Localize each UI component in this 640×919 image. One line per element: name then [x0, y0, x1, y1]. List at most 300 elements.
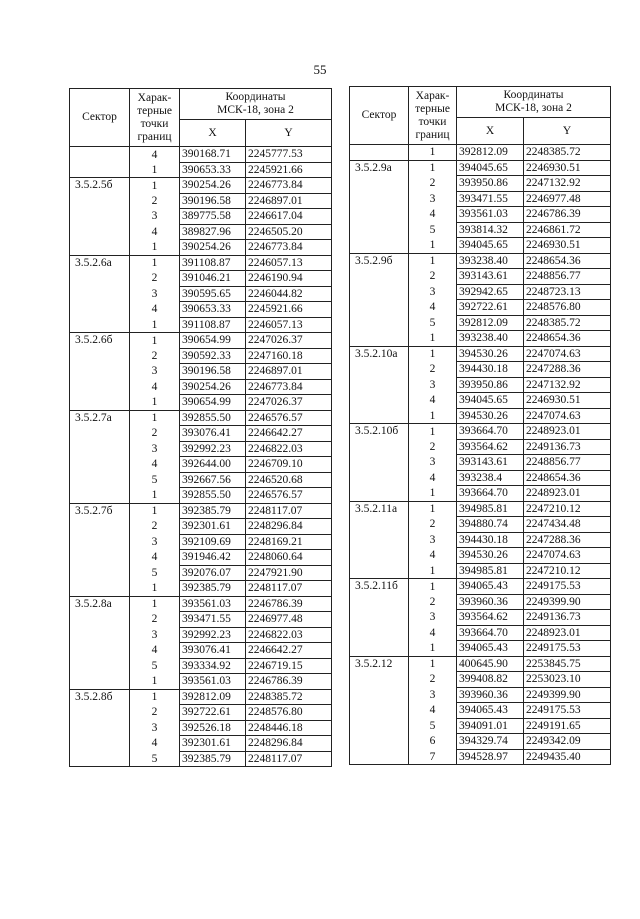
point-cell: 1	[409, 145, 457, 161]
table-row	[70, 255, 332, 271]
y-cell: 2247074.63	[524, 346, 611, 362]
y-cell: 2248923.01	[524, 424, 611, 440]
sector-cell: 3.5.2.6а	[70, 255, 130, 333]
x-cell: 391108.87	[180, 317, 246, 333]
point-cell: 4	[409, 703, 457, 719]
y-cell: 2253023.10	[524, 672, 611, 688]
point-cell: 4	[409, 393, 457, 409]
x-cell: 394528.97	[457, 749, 524, 765]
point-cell: 1	[130, 255, 180, 271]
x-cell: 390595.65	[180, 286, 246, 302]
y-cell: 2249136.73	[524, 439, 611, 455]
point-cell: 3	[130, 441, 180, 457]
y-cell: 2247288.36	[524, 362, 611, 378]
coordinates-table-left	[69, 88, 332, 767]
y-cell: 2248117.07	[246, 581, 332, 597]
point-cell: 1	[409, 331, 457, 347]
point-cell: 2	[409, 269, 457, 285]
y-cell: 2246057.13	[246, 317, 332, 333]
y-cell: 2246773.84	[246, 240, 332, 256]
y-cell: 2247132.92	[524, 377, 611, 393]
y-header: Y	[246, 120, 332, 147]
table-body-right	[350, 145, 611, 765]
point-cell: 1	[130, 689, 180, 705]
x-cell: 393950.86	[457, 377, 524, 393]
x-cell: 392722.61	[180, 705, 246, 721]
table-row	[70, 503, 332, 519]
table-header	[350, 87, 611, 145]
point-cell: 1	[130, 596, 180, 612]
x-cell: 392109.69	[180, 534, 246, 550]
y-cell: 2246505.20	[246, 224, 332, 240]
y-cell: 2247026.37	[246, 333, 332, 349]
x-cell: 393561.03	[180, 674, 246, 690]
points-header-line: границ	[415, 128, 450, 141]
point-cell: 4	[409, 300, 457, 316]
x-cell: 393143.61	[457, 455, 524, 471]
points-header-line: точки	[418, 115, 447, 128]
y-cell: 2246617.04	[246, 209, 332, 225]
x-cell: 392526.18	[180, 720, 246, 736]
sector-header: Сектор	[350, 87, 409, 145]
point-cell: 4	[130, 736, 180, 752]
point-cell: 1	[409, 641, 457, 657]
x-cell: 393471.55	[180, 612, 246, 628]
x-cell: 393564.62	[457, 439, 524, 455]
point-cell: 2	[130, 348, 180, 364]
x-cell: 392301.61	[180, 736, 246, 752]
coords-header	[457, 87, 611, 118]
point-cell: 1	[409, 656, 457, 672]
table-row	[350, 160, 611, 176]
y-cell: 2246057.13	[246, 255, 332, 271]
point-cell: 4	[130, 643, 180, 659]
point-cell: 2	[409, 176, 457, 192]
table-row	[350, 501, 611, 517]
point-cell: 2	[409, 672, 457, 688]
points-header-line: границ	[137, 130, 172, 143]
x-cell: 392385.79	[180, 503, 246, 519]
sector-cell: 3.5.2.12	[350, 656, 409, 765]
point-cell: 3	[409, 532, 457, 548]
y-cell: 2246861.72	[524, 222, 611, 238]
y-cell: 2245777.53	[246, 147, 332, 163]
point-cell: 2	[130, 519, 180, 535]
point-cell: 4	[130, 550, 180, 566]
point-cell: 2	[409, 439, 457, 455]
point-cell: 1	[409, 424, 457, 440]
point-cell: 1	[409, 160, 457, 176]
y-cell: 2247074.63	[524, 408, 611, 424]
point-cell: 1	[130, 240, 180, 256]
point-cell: 4	[130, 224, 180, 240]
y-cell: 2246930.51	[524, 238, 611, 254]
point-cell: 3	[409, 191, 457, 207]
x-cell: 390653.33	[180, 162, 246, 178]
table-row	[70, 333, 332, 349]
points-header-line: точки	[140, 117, 169, 130]
y-cell: 2248169.21	[246, 534, 332, 550]
x-cell: 393950.86	[457, 176, 524, 192]
x-cell: 394430.18	[457, 532, 524, 548]
y-cell: 2246044.82	[246, 286, 332, 302]
coords-header-line: Координаты	[503, 89, 564, 101]
x-cell: 394985.81	[457, 501, 524, 517]
y-header: Y	[524, 118, 611, 145]
y-cell: 2246977.48	[246, 612, 332, 628]
x-cell: 392855.50	[180, 410, 246, 426]
coords-header-line: Координаты	[225, 91, 286, 103]
x-cell: 392385.79	[180, 581, 246, 597]
point-cell: 4	[409, 625, 457, 641]
point-cell: 5	[409, 718, 457, 734]
y-cell: 2246786.39	[524, 207, 611, 223]
point-cell: 3	[130, 720, 180, 736]
point-cell: 1	[130, 674, 180, 690]
y-cell: 2247074.63	[524, 548, 611, 564]
point-cell: 5	[130, 565, 180, 581]
x-cell: 391946.42	[180, 550, 246, 566]
sector-cell: 3.5.2.9б	[350, 253, 409, 346]
x-cell: 393238.40	[457, 253, 524, 269]
sector-cell: 3.5.2.8а	[70, 596, 130, 689]
x-cell: 392812.09	[457, 145, 524, 161]
table-row	[350, 346, 611, 362]
x-cell: 391046.21	[180, 271, 246, 287]
point-cell: 2	[130, 193, 180, 209]
x-cell: 390654.99	[180, 395, 246, 411]
point-cell: 3	[409, 610, 457, 626]
point-cell: 5	[130, 472, 180, 488]
point-cell: 2	[130, 426, 180, 442]
y-cell: 2248117.07	[246, 503, 332, 519]
x-cell: 394530.26	[457, 408, 524, 424]
x-cell: 394045.65	[457, 160, 524, 176]
x-cell: 392722.61	[457, 300, 524, 316]
x-cell: 389827.96	[180, 224, 246, 240]
point-cell: 3	[130, 627, 180, 643]
table-body-left	[70, 147, 332, 767]
point-cell: 5	[409, 222, 457, 238]
coords-header	[180, 89, 332, 120]
y-cell: 2247026.37	[246, 395, 332, 411]
y-cell: 2246773.84	[246, 178, 332, 194]
x-cell: 394065.43	[457, 703, 524, 719]
y-cell: 2246930.51	[524, 393, 611, 409]
point-cell: 1	[409, 563, 457, 579]
table-row	[70, 147, 332, 163]
point-cell: 2	[130, 271, 180, 287]
point-cell: 1	[409, 408, 457, 424]
y-cell: 2249399.90	[524, 594, 611, 610]
x-cell: 393143.61	[457, 269, 524, 285]
y-cell: 2248446.18	[246, 720, 332, 736]
point-cell: 2	[409, 362, 457, 378]
point-cell: 3	[130, 209, 180, 225]
y-cell: 2249435.40	[524, 749, 611, 765]
point-cell: 1	[130, 395, 180, 411]
y-cell: 2249136.73	[524, 610, 611, 626]
table-row	[350, 656, 611, 672]
x-cell: 393561.03	[457, 207, 524, 223]
x-cell: 393238.4	[457, 470, 524, 486]
x-cell: 392812.09	[457, 315, 524, 331]
x-cell: 393334.92	[180, 658, 246, 674]
y-cell: 2249175.53	[524, 579, 611, 595]
point-cell: 2	[409, 517, 457, 533]
table-row	[70, 689, 332, 705]
table-row	[350, 253, 611, 269]
point-cell: 1	[409, 486, 457, 502]
x-cell: 393664.70	[457, 486, 524, 502]
y-cell: 2247921.90	[246, 565, 332, 581]
x-cell: 393471.55	[457, 191, 524, 207]
y-cell: 2246642.27	[246, 643, 332, 659]
point-cell: 4	[130, 457, 180, 473]
points-header	[130, 89, 180, 147]
point-cell: 2	[130, 705, 180, 721]
x-cell: 393564.62	[457, 610, 524, 626]
coordinates-table-right	[349, 86, 611, 765]
y-cell: 2247434.48	[524, 517, 611, 533]
y-cell: 2246897.01	[246, 193, 332, 209]
table-row	[350, 579, 611, 595]
point-cell: 3	[130, 534, 180, 550]
x-cell: 394065.43	[457, 641, 524, 657]
x-cell: 390592.33	[180, 348, 246, 364]
y-cell: 2249175.53	[524, 703, 611, 719]
points-header-line: Харак-	[415, 89, 450, 102]
sector-cell: 3.5.2.11б	[350, 579, 409, 657]
y-cell: 2248856.77	[524, 269, 611, 285]
point-cell: 1	[130, 503, 180, 519]
x-cell: 392812.09	[180, 689, 246, 705]
point-cell: 1	[409, 579, 457, 595]
x-cell: 390196.58	[180, 193, 246, 209]
table-header	[70, 89, 332, 147]
y-cell: 2248385.72	[524, 315, 611, 331]
point-cell: 3	[130, 286, 180, 302]
x-cell: 390168.71	[180, 147, 246, 163]
sector-cell: 3.5.2.9а	[350, 160, 409, 253]
sector-cell: 3.5.2.6б	[70, 333, 130, 411]
y-cell: 2245921.66	[246, 162, 332, 178]
y-cell: 2253845.75	[524, 656, 611, 672]
x-cell: 393960.36	[457, 687, 524, 703]
table-row	[70, 410, 332, 426]
x-cell: 393664.70	[457, 424, 524, 440]
points-header-line: терные	[415, 102, 450, 115]
table-row	[350, 424, 611, 440]
y-cell: 2246897.01	[246, 364, 332, 380]
sector-cell: 3.5.2.7а	[70, 410, 130, 503]
sector-cell: 3.5.2.11а	[350, 501, 409, 579]
point-cell: 2	[409, 594, 457, 610]
x-cell: 394530.26	[457, 346, 524, 362]
y-cell: 2248654.36	[524, 331, 611, 347]
y-cell: 2246930.51	[524, 160, 611, 176]
y-cell: 2247210.12	[524, 501, 611, 517]
x-cell: 390654.99	[180, 333, 246, 349]
y-cell: 2248654.36	[524, 470, 611, 486]
point-cell: 7	[409, 749, 457, 765]
sector-cell	[70, 147, 130, 178]
point-cell: 3	[409, 377, 457, 393]
points-header-line: терные	[137, 104, 172, 117]
sector-cell: 3.5.2.5б	[70, 178, 130, 256]
y-cell: 2248576.80	[524, 300, 611, 316]
point-cell: 4	[409, 207, 457, 223]
y-cell: 2246786.39	[246, 674, 332, 690]
y-cell: 2248117.07	[246, 751, 332, 767]
point-cell: 5	[130, 658, 180, 674]
page-number: 55	[313, 62, 327, 77]
y-cell: 2246576.57	[246, 410, 332, 426]
x-cell: 392301.61	[180, 519, 246, 535]
x-cell: 392992.23	[180, 441, 246, 457]
point-cell: 1	[130, 581, 180, 597]
point-cell: 3	[409, 687, 457, 703]
coords-header-line: МСК-18, зона 2	[217, 104, 294, 116]
x-cell: 394065.43	[457, 579, 524, 595]
y-cell: 2248296.84	[246, 736, 332, 752]
x-cell: 394045.65	[457, 393, 524, 409]
x-cell: 394329.74	[457, 734, 524, 750]
x-cell: 392385.79	[180, 751, 246, 767]
point-cell: 1	[409, 253, 457, 269]
y-cell: 2248385.72	[246, 689, 332, 705]
x-cell: 390254.26	[180, 178, 246, 194]
y-cell: 2248060.64	[246, 550, 332, 566]
point-cell: 1	[130, 317, 180, 333]
x-cell: 394985.81	[457, 563, 524, 579]
x-cell: 400645.90	[457, 656, 524, 672]
y-cell: 2247210.12	[524, 563, 611, 579]
y-cell: 2247160.18	[246, 348, 332, 364]
sector-cell: 3.5.2.10а	[350, 346, 409, 424]
x-cell: 389775.58	[180, 209, 246, 225]
x-cell: 392942.65	[457, 284, 524, 300]
point-cell: 6	[409, 734, 457, 750]
point-cell: 3	[409, 455, 457, 471]
y-cell: 2246719.15	[246, 658, 332, 674]
point-cell: 1	[409, 238, 457, 254]
point-cell: 1	[409, 501, 457, 517]
x-cell: 393814.32	[457, 222, 524, 238]
x-cell: 392076.07	[180, 565, 246, 581]
point-cell: 3	[409, 284, 457, 300]
point-cell: 5	[409, 315, 457, 331]
x-cell: 393561.03	[180, 596, 246, 612]
point-cell: 3	[130, 364, 180, 380]
x-cell: 390254.26	[180, 240, 246, 256]
y-cell: 2246520.68	[246, 472, 332, 488]
y-cell: 2246190.94	[246, 271, 332, 287]
x-cell: 392992.23	[180, 627, 246, 643]
sector-cell: 3.5.2.8б	[70, 689, 130, 767]
y-cell: 2246822.03	[246, 441, 332, 457]
point-cell: 4	[409, 470, 457, 486]
y-cell: 2249342.09	[524, 734, 611, 750]
y-cell: 2246576.57	[246, 488, 332, 504]
point-cell: 1	[130, 410, 180, 426]
coords-header-line: МСК-18, зона 2	[495, 102, 572, 114]
point-cell: 1	[130, 333, 180, 349]
y-cell: 2246977.48	[524, 191, 611, 207]
point-cell: 5	[130, 751, 180, 767]
x-cell: 393238.40	[457, 331, 524, 347]
x-cell: 392644.00	[180, 457, 246, 473]
x-cell: 393076.41	[180, 643, 246, 659]
point-cell: 1	[130, 162, 180, 178]
x-cell: 394430.18	[457, 362, 524, 378]
sector-cell: 3.5.2.7б	[70, 503, 130, 596]
table-row	[350, 145, 611, 161]
points-header	[409, 87, 457, 145]
x-cell: 392855.50	[180, 488, 246, 504]
point-cell: 4	[409, 548, 457, 564]
sector-cell	[350, 145, 409, 161]
x-cell: 393664.70	[457, 625, 524, 641]
y-cell: 2248923.01	[524, 486, 611, 502]
y-cell: 2248576.80	[246, 705, 332, 721]
x-header: X	[457, 118, 524, 145]
point-cell: 4	[130, 379, 180, 395]
point-cell: 2	[130, 612, 180, 628]
x-cell: 390196.58	[180, 364, 246, 380]
x-cell: 390653.33	[180, 302, 246, 318]
x-cell: 399408.82	[457, 672, 524, 688]
x-cell: 393076.41	[180, 426, 246, 442]
points-header-line: Харак-	[137, 91, 172, 104]
y-cell: 2248296.84	[246, 519, 332, 535]
sector-cell: 3.5.2.10б	[350, 424, 409, 502]
point-cell: 1	[130, 178, 180, 194]
y-cell: 2246822.03	[246, 627, 332, 643]
y-cell: 2249191.65	[524, 718, 611, 734]
y-cell: 2247132.92	[524, 176, 611, 192]
point-cell: 1	[409, 346, 457, 362]
x-cell: 394530.26	[457, 548, 524, 564]
sector-header: Сектор	[70, 89, 130, 147]
y-cell: 2245921.66	[246, 302, 332, 318]
x-cell: 390254.26	[180, 379, 246, 395]
point-cell: 4	[130, 302, 180, 318]
x-cell: 391108.87	[180, 255, 246, 271]
y-cell: 2248856.77	[524, 455, 611, 471]
x-cell: 394091.01	[457, 718, 524, 734]
table-row	[70, 596, 332, 612]
y-cell: 2247288.36	[524, 532, 611, 548]
y-cell: 2246773.84	[246, 379, 332, 395]
x-cell: 393960.36	[457, 594, 524, 610]
x-cell: 392667.56	[180, 472, 246, 488]
y-cell: 2248654.36	[524, 253, 611, 269]
x-cell: 394045.65	[457, 238, 524, 254]
table-row	[70, 178, 332, 194]
y-cell: 2246786.39	[246, 596, 332, 612]
y-cell: 2248723.13	[524, 284, 611, 300]
y-cell: 2246642.27	[246, 426, 332, 442]
x-cell: 394880.74	[457, 517, 524, 533]
point-cell: 1	[130, 488, 180, 504]
y-cell: 2246709.10	[246, 457, 332, 473]
y-cell: 2249175.53	[524, 641, 611, 657]
y-cell: 2248385.72	[524, 145, 611, 161]
y-cell: 2248923.01	[524, 625, 611, 641]
point-cell: 4	[130, 147, 180, 163]
x-header: X	[180, 120, 246, 147]
